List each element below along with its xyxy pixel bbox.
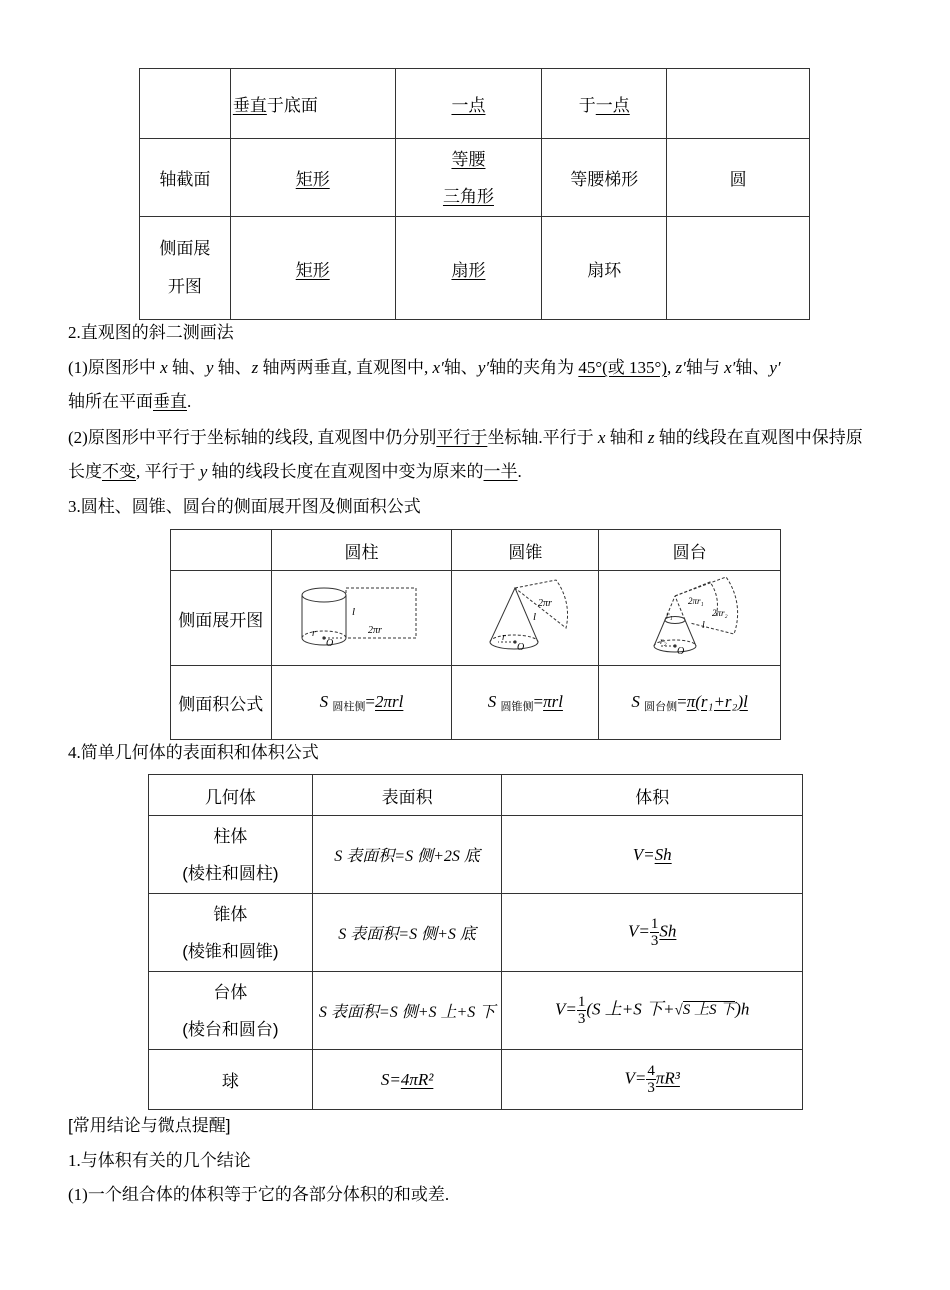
label-r: r: [311, 628, 316, 639]
table-cell: [230, 69, 395, 139]
column-header: 几何体: [149, 775, 313, 816]
solid-name-cell: 柱体 (棱柱和圆柱): [149, 816, 313, 894]
label-l: l: [351, 606, 355, 618]
volume-formula: V= $\frac{1}{3}$ Sh: [502, 894, 803, 972]
row-label: 轴截面: [140, 139, 231, 217]
formula-cell: S $_{圆台侧}$=π(r₁+r₂)l: [599, 666, 781, 740]
volume-formula: V= $\frac{4}{3}$ πR³: [502, 1050, 803, 1110]
underlined-answer: 扇形: [451, 260, 486, 280]
underlined-answer: 2πrl: [375, 691, 404, 711]
underlined-answer: Sh: [654, 844, 672, 864]
underlined-answer: π(r₁+r₂)l: [686, 691, 748, 711]
tips-item: 1.与体积有关的几个结论: [68, 1151, 251, 1170]
section-heading: 2.直观图的斜二测画法: [68, 323, 234, 342]
table-row: [149, 816, 803, 894]
section-heading: 3.圆柱、圆锥、圆台的侧面展开图及侧面积公式: [68, 497, 421, 516]
table-cell: [230, 139, 395, 217]
cylinder-net-cell: [271, 571, 452, 666]
table-header-row: [171, 530, 781, 571]
solid-name-cell: 锥体 (棱锥和圆锥): [149, 894, 313, 972]
lateral-area-table: [170, 529, 781, 740]
underlined-answer: 等腰: [451, 149, 486, 169]
formula-cell: S $_{圆柱侧}$=2πrl: [271, 666, 452, 740]
underlined-answer: 一点: [595, 96, 630, 115]
underlined-answer: 垂直: [232, 96, 267, 115]
label-O: O: [676, 645, 684, 657]
underlined-answer: 一半: [483, 462, 518, 481]
table-cell: 圆: [667, 139, 810, 217]
underlined-answer: 三角形: [442, 186, 494, 206]
surface-formula: S 表面积=S 侧+S 底: [312, 894, 502, 972]
paragraph-2: (2)原图形中平行于坐标轴的线段, 直观图中仍分别平行于坐标轴.平行于 x 轴和 z 轴的线段在直观图中保持原长度不变, 平行于 y 轴的线段长度在直观图中变为原来的一半.: [68, 428, 863, 481]
table-row: [149, 1050, 803, 1110]
paragraph-1: (1)原图形中 x 轴、y 轴、z 轴两两垂直, 直观图中, x′轴、y′轴的夹角为 45°(或 135°), z′轴与 x′轴、y′ 轴所在平面垂直.: [68, 358, 781, 411]
underlined-answer: 平行于: [436, 428, 488, 447]
label-2pir: 2πr: [367, 625, 382, 636]
row-label-line: 侧面展: [159, 239, 211, 258]
table-row: [140, 217, 810, 320]
table-cell: [395, 69, 542, 139]
solids-structure-table: [139, 68, 810, 320]
frustum-net-cell: [599, 571, 781, 666]
cell-text: 于底面: [266, 96, 318, 115]
table-row: [149, 894, 803, 972]
solid-name-cell: 球: [149, 1050, 313, 1110]
column-header: 圆锥: [452, 530, 599, 571]
label-O: O: [325, 638, 333, 649]
column-header: 体积: [502, 775, 803, 816]
table-row: [149, 972, 803, 1050]
table-header-row: [149, 775, 803, 816]
tips-heading: [常用结论与微点提醒]: [68, 1116, 231, 1135]
volume-formula: V= $\frac{1}{3}$ (S 上+S 下+√S 上S 下)h: [502, 972, 803, 1050]
cone-net-diagram: [470, 576, 580, 661]
cell-text: 于: [578, 96, 596, 115]
table-cell: [395, 139, 542, 217]
underlined-answer: 4πR²: [400, 1069, 434, 1089]
label-2pir2: 2πr₂: [711, 607, 728, 618]
label-l: l: [533, 610, 537, 623]
table-cell: 等腰梯形: [542, 139, 667, 217]
underlined-answer: πrl: [543, 691, 563, 711]
formula-cell: S $_{圆锥侧}$=πrl: [452, 666, 599, 740]
row-label-line: 开图: [167, 277, 202, 296]
underlined-answer: πR³: [655, 1068, 680, 1088]
label-r1: r₁: [665, 609, 673, 620]
section-heading: 4.简单几何体的表面积和体积公式: [68, 743, 319, 762]
underlined-answer: 垂直: [153, 392, 187, 411]
underlined-answer: 一点: [451, 96, 486, 115]
surface-volume-table: [148, 774, 803, 1110]
label-2pir1: 2πr₁: [687, 595, 704, 606]
underlined-answer: 矩形: [295, 170, 330, 189]
tips-item: (1)一个组合体的体积等于它的各部分体积的和或差.: [68, 1185, 450, 1204]
underlined-answer: 45°(或 135°): [578, 358, 667, 377]
volume-formula: V=Sh: [502, 816, 803, 894]
label-r2: r₂: [659, 635, 667, 646]
row-label: 侧面展开图: [171, 571, 272, 666]
table-cell: [667, 217, 810, 320]
table-row: [140, 69, 810, 139]
surface-formula: S 表面积=S 侧+2S 底: [312, 816, 502, 894]
row-label: 侧面积公式: [171, 666, 272, 740]
underlined-answer: Sh: [659, 921, 677, 941]
column-header: 圆柱: [271, 530, 452, 571]
surface-formula: S 表面积=S 侧+S 上+S 下: [312, 972, 502, 1050]
underlined-answer: 不变: [102, 462, 136, 481]
label-l: l: [701, 619, 705, 631]
table-row: [171, 571, 781, 666]
table-cell: [395, 217, 542, 320]
label-2pir: 2πr: [538, 597, 553, 609]
frustum-net-diagram: [630, 576, 750, 661]
cone-net-cell: [452, 571, 599, 666]
table-row: [140, 139, 810, 217]
table-cell: [667, 69, 810, 139]
solid-name-cell: 台体 (棱台和圆台): [149, 972, 313, 1050]
column-header: 表面积: [312, 775, 502, 816]
cylinder-net-diagram: [292, 578, 432, 658]
surface-formula: S=4πR²: [312, 1050, 502, 1110]
table-cell: [171, 530, 272, 571]
row-label: [140, 217, 231, 320]
label-O: O: [517, 641, 525, 653]
label-r: r: [502, 631, 507, 643]
column-header: 圆台: [599, 530, 781, 571]
underlined-answer: 矩形: [295, 260, 330, 280]
table-cell: [230, 217, 395, 320]
table-cell: [140, 69, 231, 139]
table-row: [171, 666, 781, 740]
table-cell: [542, 69, 667, 139]
table-cell: 扇环: [542, 217, 667, 320]
